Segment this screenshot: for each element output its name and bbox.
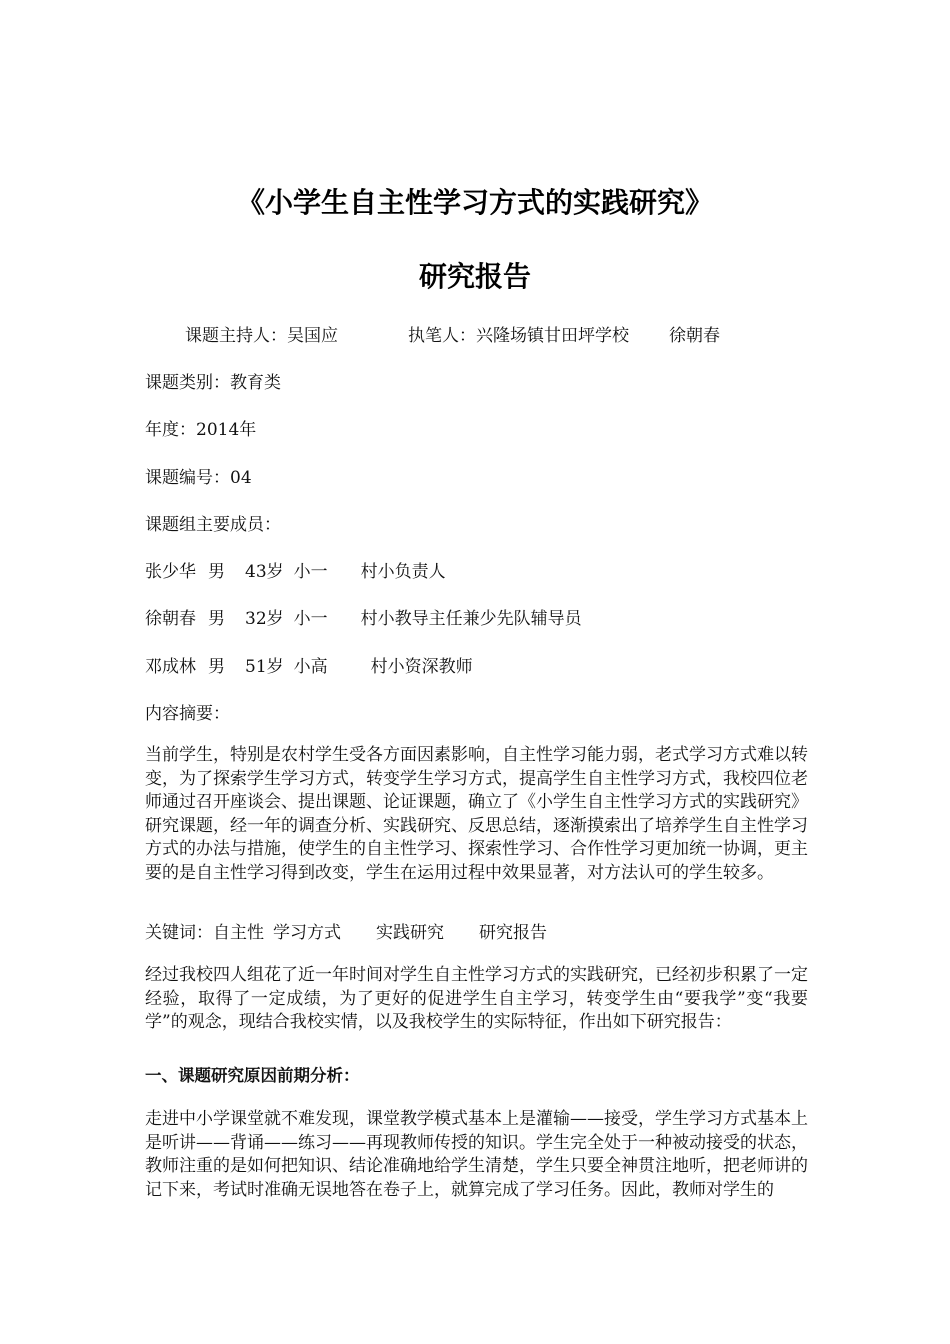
byline-host: 课题主持人：吴国应 [185, 326, 338, 346]
keywords-label: 关键词： [145, 923, 213, 943]
byline-writer: 执笔人：兴隆场镇甘田坪学校 [408, 326, 629, 346]
member-gender: 男 [208, 562, 225, 582]
member-age: 32岁 [245, 609, 284, 629]
keyword: 学习方式 [273, 923, 341, 943]
meta-year: 年度：2014年 [145, 420, 257, 440]
member-grade: 小一 [293, 609, 328, 629]
member-name: 邓成林 [145, 657, 196, 677]
member-role: 村小资深教师 [370, 657, 473, 677]
members-label: 课题组主要成员： [145, 515, 281, 535]
member-gender: 男 [208, 657, 225, 677]
section-1-body: 走进中小学课堂就不难发现，课堂教学模式基本上是灌输——接受，学生学习方式基本上是听讲——背诵——练习——再现教师传授的知识。学生完全处于一种被动接受的状态，教师注重的是如何把知识、结论准确地给学生清楚，学生只要全神贯注地听，把老师讲的记下来，考试时准确无误地答在卷子上，就算完成了学习任务。因此，教师对学生的 [145, 1109, 808, 1200]
byline-writer-name: 徐朝春 [669, 326, 720, 346]
abstract-label: 内容摘要： [145, 704, 230, 724]
member-row [145, 652, 473, 677]
keyword: 自主性 [213, 923, 264, 943]
member-age: 43岁 [245, 562, 284, 582]
meta-number: 课题编号：04 [145, 468, 252, 488]
member-grade: 小一 [293, 562, 328, 582]
meta-category: 课题类别：教育类 [145, 373, 281, 393]
byline [185, 321, 720, 346]
member-role: 村小教导主任兼少先队辅导员 [360, 609, 582, 629]
member-role: 村小负责人 [360, 562, 446, 582]
member-age: 51岁 [245, 657, 284, 677]
document-subtitle: 研究报告 [418, 260, 531, 293]
member-grade: 小高 [293, 657, 328, 677]
member-row [145, 557, 446, 582]
section-1-heading: 一、课题研究原因前期分析： [145, 1066, 360, 1085]
member-name: 徐朝春 [145, 609, 196, 629]
member-gender: 男 [208, 609, 225, 629]
document-title: 《小学生自主性学习方式的实践研究》 [236, 186, 713, 219]
abstract-paragraph: 当前学生，特别是农村学生受各方面因素影响，自主性学习能力弱，老式学习方式难以转变，为了探索学生学习方式，转变学生学习方式，提高学生自主性学习方式，我校四位老师通过召开座谈会、提出课题、论证课题，确立了《小学生自主性学习方式的实践研究》研究课题，经一年的调查分析、实践研究、反思总结，逐渐摸索出了培养学生自主性学习方式的办法与措施，使学生的自主性学习、探索性学习、合作性学习更加统一协调，更主要的是自主性学习得到改变，学生在运用过程中效果显著，对方法认可的学生较多。 [145, 745, 808, 883]
member-row [145, 604, 582, 629]
member-name: 张少华 [145, 562, 196, 582]
intro-paragraph: 经过我校四人组花了近一年时间对学生自主性学习方式的实践研究，已经初步积累了一定经验，取得了一定成绩，为了更好的促进学生自主学习，转变学生由“要我学”变“我要学”的观念，现结合我校实情，以及我校学生的实际特征，作出如下研究报告： [145, 965, 808, 1033]
keyword: 研究报告 [479, 923, 547, 943]
keywords [145, 918, 547, 943]
keyword: 实践研究 [376, 923, 444, 943]
